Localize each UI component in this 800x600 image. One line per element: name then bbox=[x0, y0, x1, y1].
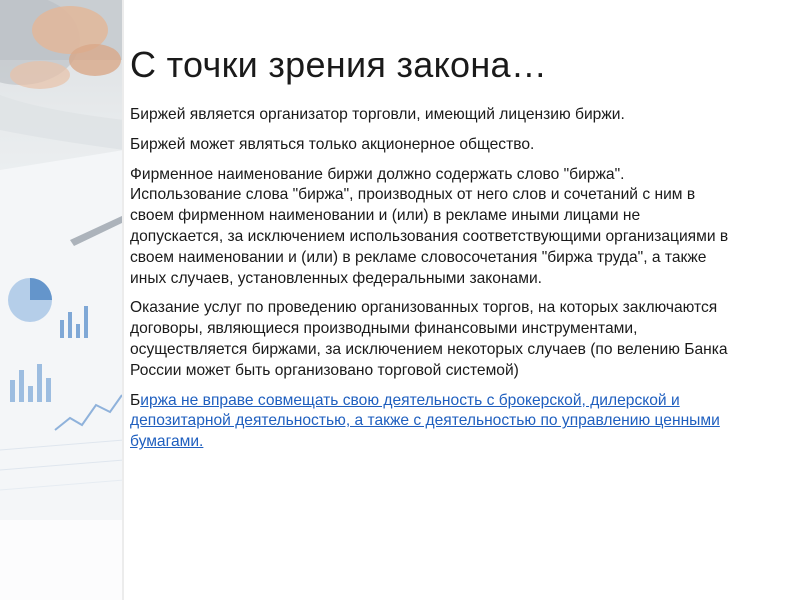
slide-body bbox=[130, 105, 730, 462]
restrictions-prefix: Б bbox=[130, 391, 141, 409]
paragraph-organized-trading: Оказание услуг по проведению организованных торгов, на которых заключаются договоры, являющиеся производными финансовыми инструментами, осуществляется биржами, за исключением некоторых случаев (по велению Банка России может быть организовано торговой системой) bbox=[130, 299, 728, 379]
paragraph-company-name: Фирменное наименование биржи должно содержать слово "биржа". Использование слова "биржа", производных от него слов и сочетаний с ним в своем фирменном наименовании и (или) в рекламе иными лицами не допускается, за исключением использования соответствующими организациями в своем наименовании и (или) в рекламе словосочетания "биржа труда", а также иных случаев, установленных федеральными законами. bbox=[130, 165, 729, 287]
paragraph-definition: Биржей является организатор торговли, имеющий лицензию биржи. bbox=[130, 106, 625, 123]
slide-title: С точки зрения закона… bbox=[130, 44, 548, 85]
paragraph-joint-stock: Биржей может являться только акционерное общество. bbox=[130, 135, 535, 153]
restrictions-link[interactable]: иржа не вправе совмещать свою деятельность с брокерской, дилерской и депозитарной деятельностью, а также с деятельностью по управлению ценными бумагами. bbox=[130, 391, 720, 451]
decorative-photo bbox=[0, 0, 124, 600]
paragraph-restrictions bbox=[130, 391, 730, 453]
photo-divider bbox=[122, 0, 124, 600]
